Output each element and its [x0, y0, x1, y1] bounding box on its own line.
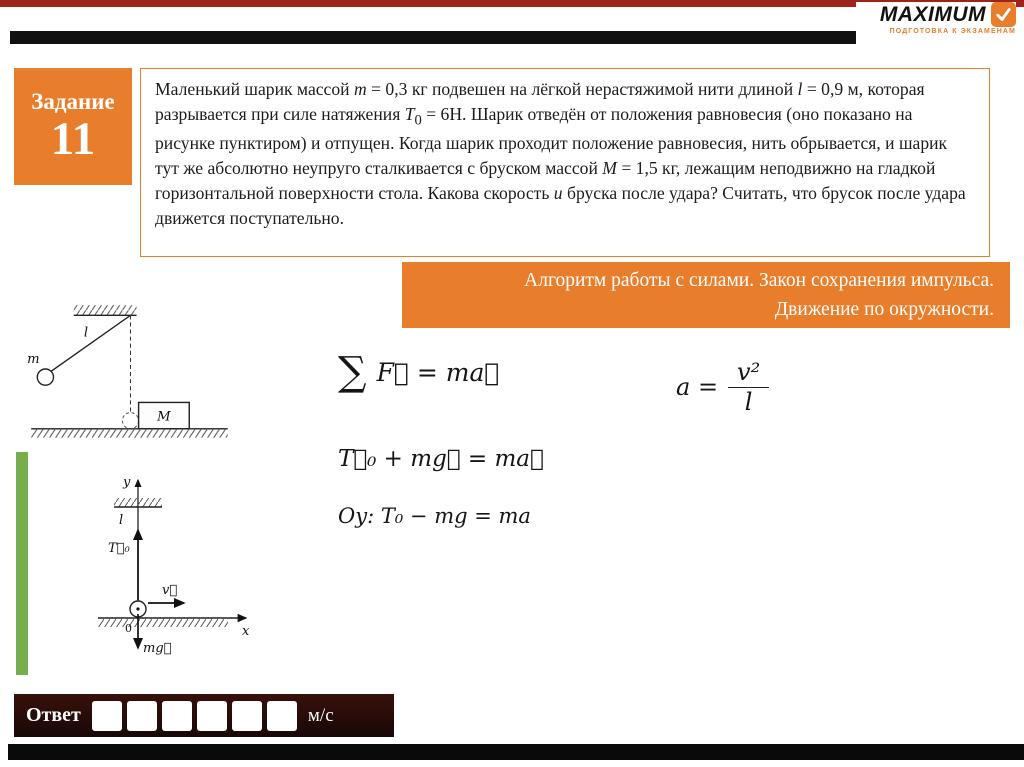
formula-text: Oy: T₀ − mg = ma — [338, 504, 531, 528]
problem-text-part: 0 — [414, 112, 422, 129]
formula-text: F⃗ = ma⃗ — [376, 357, 500, 387]
answer-box[interactable] — [162, 701, 192, 731]
ceiling — [114, 498, 162, 507]
table-surface — [31, 429, 228, 438]
logo-row — [880, 2, 1016, 27]
problem-text-part: l — [797, 79, 803, 99]
bottom-black-bar — [8, 744, 1024, 760]
problem-text-part: бруска после удара? Считать, что брусок после удара движется поступательно. — [155, 183, 966, 229]
task-number: 11 — [50, 112, 96, 165]
topic-banner — [402, 262, 1010, 328]
header-divider-bar — [10, 31, 986, 44]
string-length-label: l — [83, 325, 89, 341]
green-accent-bar — [16, 452, 28, 675]
answer-boxes — [92, 701, 297, 731]
formula-lhs: a = — [676, 373, 719, 402]
velocity-label: v⃗ — [162, 583, 178, 598]
pendulum-ball — [37, 369, 53, 385]
topic-banner-line-2: Движение по окружности. — [774, 299, 994, 320]
problem-statement-box — [140, 68, 990, 257]
block-mass-label: M — [157, 409, 171, 425]
problem-text-part: = 1,5 кг, лежащим неподвижно на гладкой горизонтальной поверхности стола. Какова скорость — [155, 158, 936, 204]
tension-label: T⃗₀ — [108, 541, 130, 556]
ball-center-dot — [136, 607, 139, 610]
y-axis-label: y — [123, 475, 131, 490]
problem-text-part: T — [404, 103, 415, 124]
answer-box[interactable] — [92, 701, 122, 731]
answer-label: Ответ — [26, 704, 81, 726]
answer-box[interactable] — [267, 701, 297, 731]
formula-centripetal-acceleration — [676, 358, 769, 417]
problem-text-part: u — [553, 183, 563, 204]
mass-label: m — [27, 351, 40, 367]
pendulum-string — [51, 315, 130, 371]
ceiling — [74, 305, 137, 315]
logo-text: MAXIMUM — [879, 2, 986, 26]
problem-text-part: M — [602, 158, 617, 179]
length-label: l — [119, 513, 124, 528]
answer-bar — [14, 694, 394, 737]
sigma-symbol: ∑ — [338, 349, 367, 395]
problem-text-part: = 0,9 м, которая разрывается при силе натяжения — [155, 79, 925, 124]
gravity-label: mg⃗ — [143, 641, 172, 656]
problem-text-part: m — [353, 79, 367, 99]
ground-x-axis — [98, 618, 246, 627]
ball-equilibrium-dashed — [122, 413, 138, 429]
logo-checkmark-icon — [991, 2, 1016, 27]
formula-text: T⃗₀ + mg⃗ = ma⃗ — [338, 446, 544, 472]
logo-subtitle: ПОДГОТОВКА К ЭКЗАМЕНАМ — [889, 28, 1016, 35]
problem-text-part: = 0,3 кг подвешен на лёгкой нерастяжимой нити длиной — [366, 79, 798, 99]
logo — [856, 2, 1016, 44]
problem-text-part: Маленький шарик массой — [155, 79, 354, 99]
x-axis-label: x — [242, 624, 250, 639]
problem-text — [155, 77, 975, 231]
fraction-denominator: l — [744, 387, 753, 416]
fraction — [728, 358, 769, 417]
forces-diagram — [86, 466, 266, 671]
origin-label: 0 — [125, 622, 132, 635]
answer-box[interactable] — [232, 701, 262, 731]
answer-unit: м/с — [307, 704, 334, 726]
formula-forces-vector-sum — [338, 446, 544, 472]
fraction-numerator: v² — [728, 358, 769, 388]
pendulum-diagram — [24, 292, 239, 446]
task-label: Задание — [31, 88, 115, 114]
answer-box[interactable] — [197, 701, 227, 731]
formula-oy-projection — [338, 504, 531, 528]
problem-text-part: = 6Н. Шарик отведён от положения равновесия (оно показано на рисунке пунктиром) и отпущен. Когда шарик проходит положение равновесия, нить обрывается, и шарик тут же абсолютно неупруго сталкивается с бруском массой — [155, 103, 948, 179]
formula-newton-second-law — [338, 349, 500, 395]
task-number-box — [14, 68, 132, 185]
topic-banner-line-1: Алгоритм работы с силами. Закон сохранения импульса. — [524, 269, 994, 291]
answer-box[interactable] — [127, 701, 157, 731]
